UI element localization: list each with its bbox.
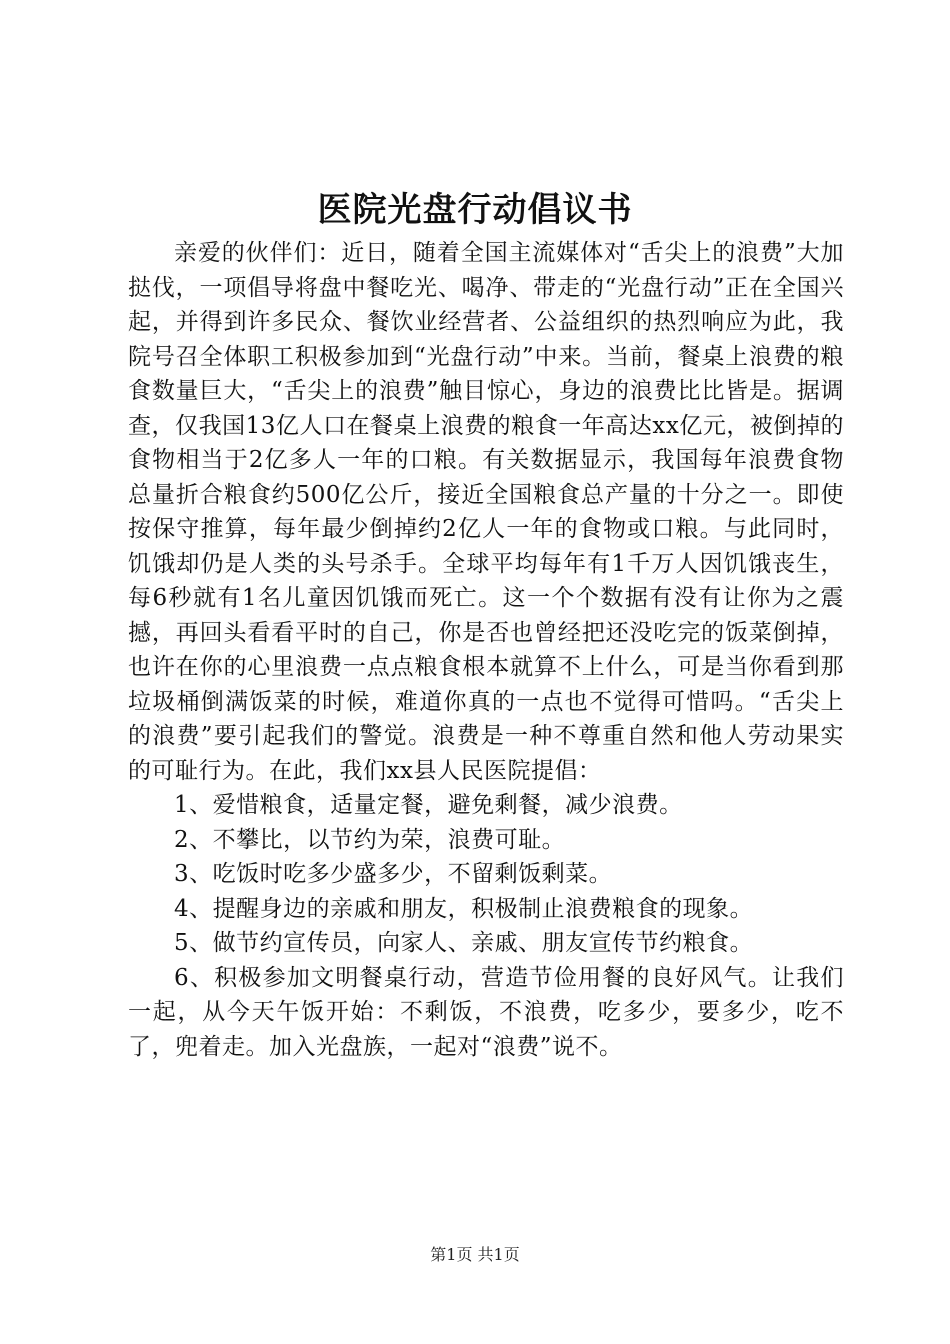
document-body [128, 236, 844, 1064]
list-item: 4、提醒身边的亲戚和朋友，积极制止浪费粮食的现象。 [174, 895, 754, 922]
list-item: 2、不攀比，以节约为荣，浪费可耻。 [174, 826, 566, 853]
list-item: 5、做节约宣传员，向家人、亲戚、朋友宣传节约粮食。 [174, 930, 754, 956]
document-title: 医院光盘行动倡议书 [317, 190, 633, 230]
intro-paragraph: 亲爱的伙伴们：近日，随着全国主流媒体对“舌尖上的浪费”大加挞伐，一项倡导将盘中餐吃光、喝净、带走的“光盘行动”正在全国兴起，并得到许多民众、餐饮业经营者、公益组织的热烈响应为此，我院号召全体职工积极参加到“光盘行动”中来。当前，餐桌上浪费的粮食数量巨大，“舌尖上的浪费”触目惊心，身边的浪费比比皆是。据调查，仅我国13亿人口在餐桌上浪费的粮食一年高达xx亿元，被倒掉的食物相当于2亿多人一年的口粮。有关数据显示，我国每年浪费食物总量折合粮食约500亿公斤，接近全国粮食总产量的十分之一。即使按保守推算，每年最少倒掉约2亿人一年的食物或口粮。与此同时，饥饿却仍是人类的头号杀手。全球平均每年有1千万人因饥饿丧生，每6秒就有1名儿童因饥饿而死亡。这一个个数据有没有让你为之震撼，再回头看看平时的自己，你是否也曾经把还没吃完的饭菜倒掉，也许在你的心里浪费一点点粮食根本就算不上什么，可是当你看到那垃圾桶倒满饭菜的时候，难道你真的一点也不觉得可惜吗。“舌尖上的浪费”要引起我们的警觉。浪费是一种不尊重自然和他人劳动果实的可耻行为。在此，我们xx县人民医院提倡： [128, 240, 844, 784]
list-item: 3、吃饭时吃多少盛多少，不留剩饭剩菜。 [174, 861, 613, 887]
list-item: 1、爱惜粮食，适量定餐，避免剩餐，减少浪费。 [174, 792, 683, 818]
list-item: 6、积极参加文明餐桌行动，营造节俭用餐的良好风气。让我们一起，从今天午饭开始：不剩饭，不浪费，吃多少，要多少，吃不了，兜着走。加入光盘族，一起对“浪费”说不。 [128, 964, 844, 1060]
page-footer: 第1页 共1页 [430, 1245, 520, 1264]
